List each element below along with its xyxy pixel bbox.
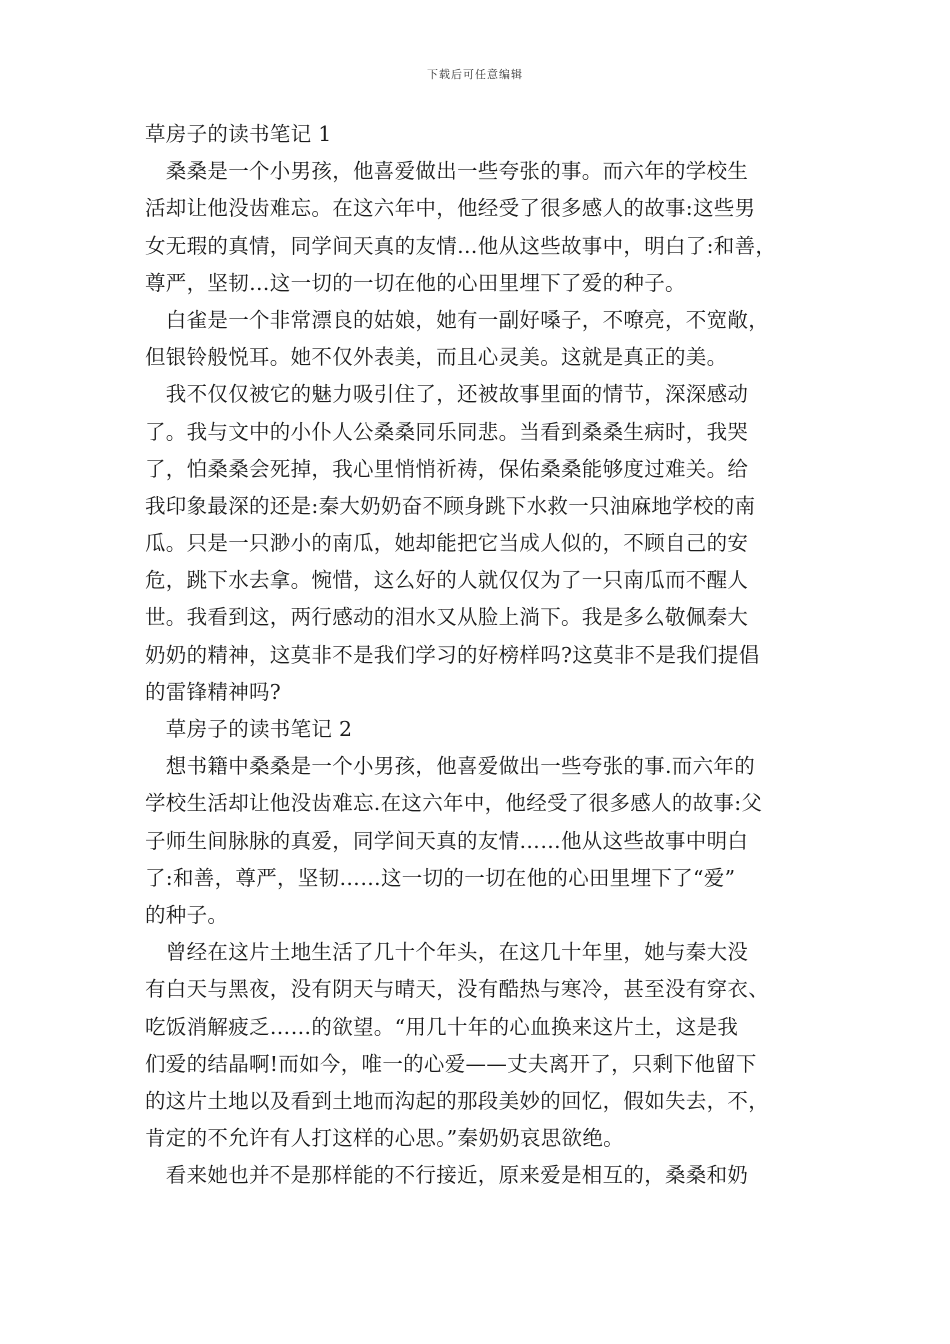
text-line: 曾经在这片土地生活了几十个年头，在这几十年里，她与秦大没 [145, 940, 749, 965]
text-line: 女无瑕的真情，同学间天真的友情…他从这些故事中，明白了:和善， [145, 233, 777, 258]
text-line: 奶奶的精神，这莫非不是我们学习的好榜样吗?这莫非不是我们提倡 [145, 642, 760, 667]
section-title-2: 草房子的读书笔记 2 [145, 717, 353, 741]
text-line: 看来她也并不是那样能的不行接近，原来爱是相互的，桑桑和奶 [145, 1163, 749, 1188]
text-line: 的这片土地以及看到土地而沟起的那段美妙的回忆，假如失去，不， [145, 1088, 769, 1113]
text-line: 了，怕桑桑会死掉，我心里悄悄祈祷，保佑桑桑能够度过难关。给 [145, 456, 749, 481]
text-line: 桑桑是一个小男孩，他喜爱做出一些夸张的事。而六年的学校生 [145, 159, 749, 184]
text-line: 肯定的不允许有人打这样的心思。”秦奶奶哀思欲绝。 [145, 1126, 624, 1151]
text-line: 想书籍中桑桑是一个小男孩，他喜爱做出一些夸张的事.而六年的 [145, 754, 756, 779]
text-line: 我不仅仅被它的魅力吸引住了，还被故事里面的情节，深深感动 [145, 382, 749, 407]
text-line: 危，跳下水去拿。惋惜，这么好的人就仅仅为了一只南瓜而不醒人 [145, 568, 749, 593]
text-line: 世。我看到这，两行感动的泪水又从脸上淌下。我是多么敬佩秦大 [145, 605, 749, 630]
document-body [145, 116, 809, 1194]
text-line: 尊严，坚韧…这一切的一切在他的心田里埋下了爱的种子。 [145, 270, 686, 295]
text-line: 的雷锋精神吗? [145, 679, 282, 704]
text-line: 的种子。 [145, 902, 229, 927]
section-title-1: 草房子的读书笔记 1 [145, 122, 332, 146]
text-line: 白雀是一个非常漂良的姑娘，她有一副好嗓子，不嘹亮，不宽敞， [145, 307, 769, 332]
text-line: 学校生活却让他没齿难忘.在这六年中，他经受了很多感人的故事:父 [145, 791, 763, 816]
text-line: 活却让他没齿难忘。在这六年中，他经受了很多感人的故事:这些男 [145, 196, 756, 221]
text-line: 瓜。只是一只渺小的南瓜，她却能把它当成人似的，不顾自己的安 [145, 531, 749, 556]
text-line: 我印象最深的还是:秦大奶奶奋不顾身跳下水救一只油麻地学校的南 [145, 493, 756, 518]
text-line: 们爱的结晶啊!而如今，唯一的心爱——丈夫离开了，只剩下他留下 [145, 1051, 757, 1076]
text-line: 吃饭消解疲乏……的欲望。“用几十年的心血换来这片土，这是我 [145, 1014, 739, 1039]
header-note: 下载后可任意编辑 [427, 68, 523, 81]
text-line: 了。我与文中的小仆人公桑桑同乐同悲。当看到桑桑生病时，我哭 [145, 419, 749, 444]
text-line: 了:和善，尊严，坚韧……这一切的一切在他的心田里埋下了“爱” [145, 865, 736, 890]
text-line: 有白天与黑夜，没有阴天与晴天，没有酷热与寒冷，甚至没有穿衣、 [145, 977, 769, 1002]
text-line: 子师生间脉脉的真爱，同学间天真的友情……他从这些故事中明白 [145, 828, 749, 853]
text-line: 但银铃般悦耳。她不仅外表美，而且心灵美。这就是真正的美。 [145, 345, 728, 370]
